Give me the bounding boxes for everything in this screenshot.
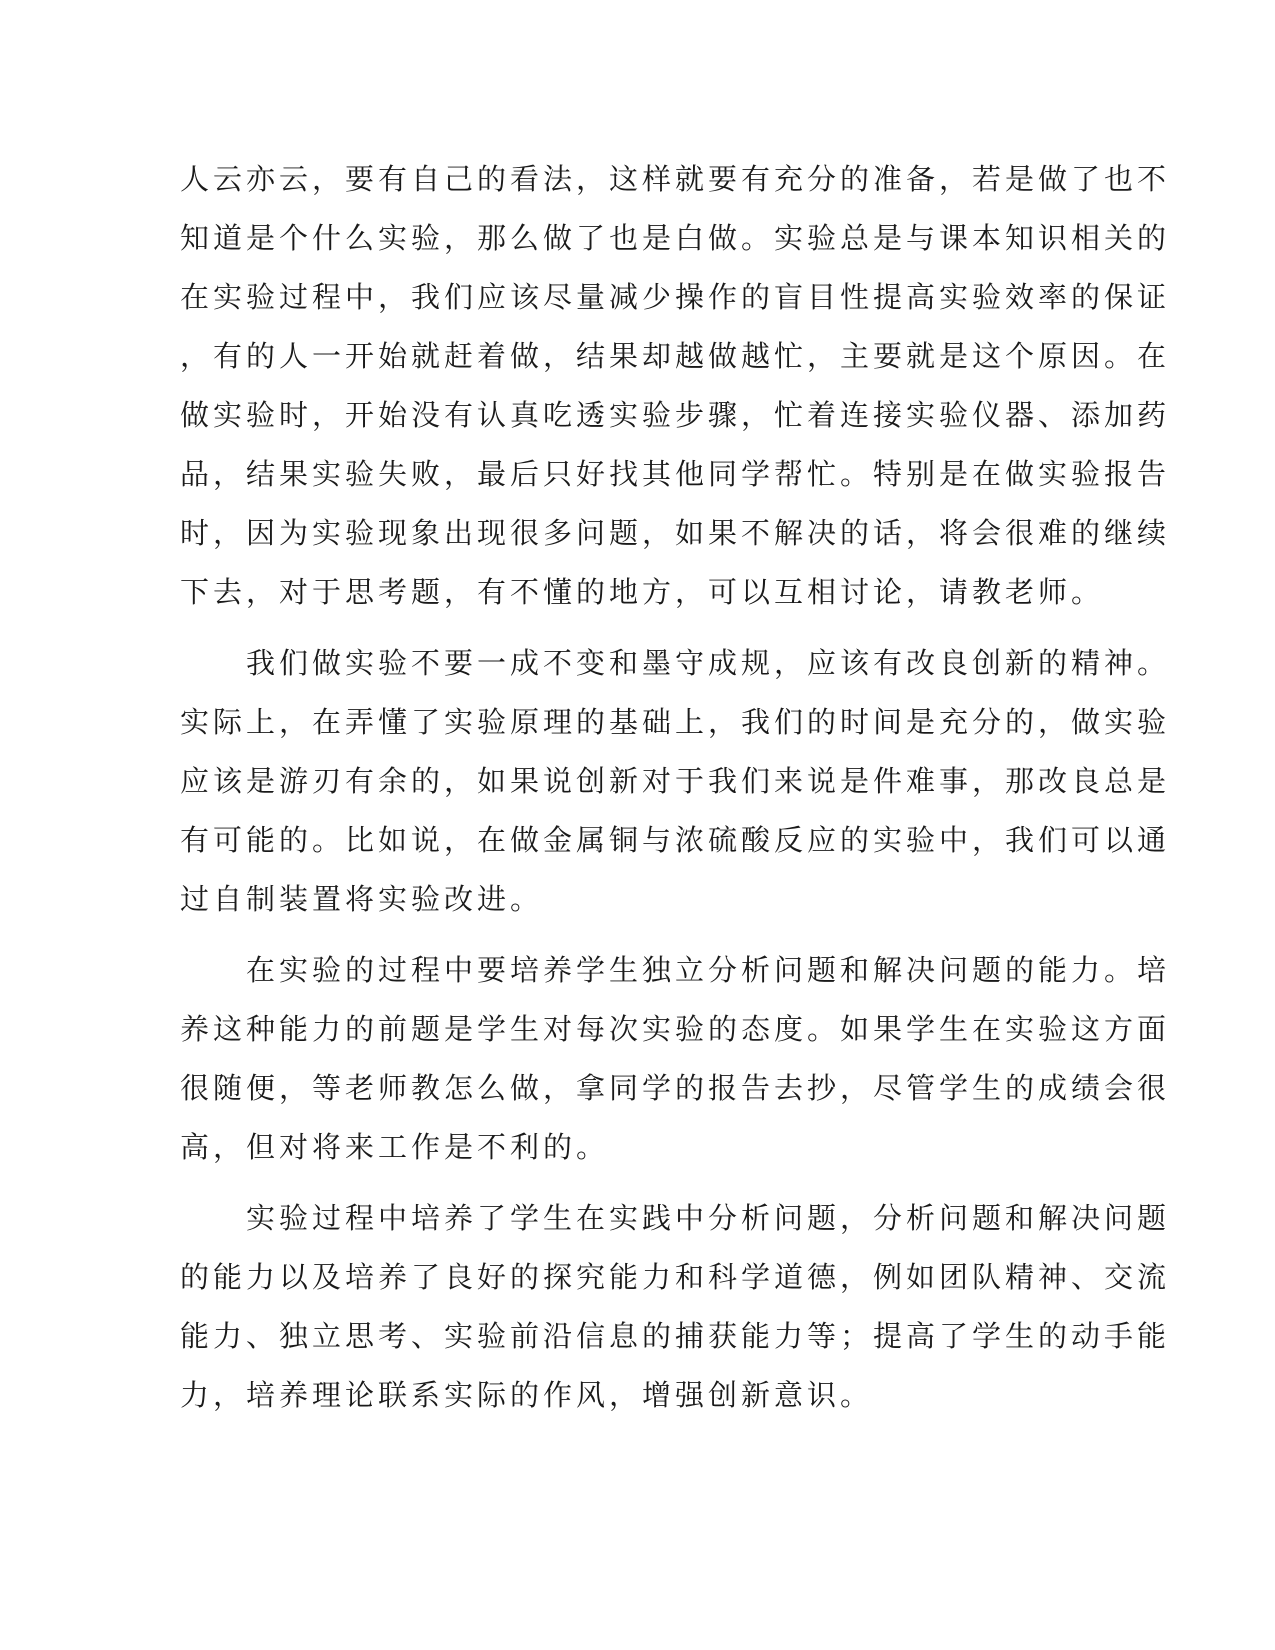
text-line: 品，结果实验失败，最后只好找其他同学帮忙。特别是在做实验报告: [180, 457, 1171, 491]
paragraph-first-line: 实验过程中培养了学生在实践中分析问题，分析问题和解决问题: [180, 1201, 1171, 1235]
text-line: 过自制装置将实验改进。: [180, 882, 544, 916]
paragraph-first-line: 在实验的过程中要培养学生独立分析问题和解决问题的能力。培: [180, 953, 1171, 987]
text-line: 高，但对将来工作是不利的。: [180, 1130, 610, 1164]
text-line: 时，因为实验现象出现很多问题，如果不解决的话，将会很难的继续: [180, 516, 1171, 550]
text-line: 力，培养理论联系实际的作风，增强创新意识。: [180, 1378, 874, 1412]
text-line: ，有的人一开始就赶着做，结果却越做越忙，主要就是这个原因。在: [180, 339, 1171, 373]
paragraph-first-line: 我们做实验不要一成不变和墨守成规，应该有改良创新的精神。: [180, 646, 1171, 680]
text-line: 很随便，等老师教怎么做，拿同学的报告去抄，尽管学生的成绩会很: [180, 1071, 1171, 1105]
text-line: 有可能的。比如说，在做金属铜与浓硫酸反应的实验中，我们可以通: [180, 823, 1171, 857]
text-line: 养这种能力的前题是学生对每次实验的态度。如果学生在实验这方面: [180, 1012, 1171, 1046]
text-line: 应该是游刃有余的，如果说创新对于我们来说是件难事，那改良总是: [180, 764, 1171, 798]
text-line: 做实验时，开始没有认真吃透实验步骤，忙着连接实验仪器、添加药: [180, 398, 1171, 432]
text-line: 实际上，在弄懂了实验原理的基础上，我们的时间是充分的，做实验: [180, 705, 1171, 739]
text-line: 能力、独立思考、实验前沿信息的捕获能力等；提高了学生的动手能: [180, 1319, 1171, 1353]
text-line: 的能力以及培养了良好的探究能力和科学道德，例如团队精神、交流: [180, 1260, 1171, 1294]
text-line: 在实验过程中，我们应该尽量减少操作的盲目性提高实验效率的保证: [180, 280, 1171, 314]
text-line: 知道是个什么实验，那么做了也是白做。实验总是与课本知识相关的: [180, 221, 1171, 255]
body-text: [180, 150, 1171, 1425]
text-line: 下去，对于思考题，有不懂的地方，可以互相讨论，请教老师。: [180, 575, 1105, 609]
text-line: 人云亦云，要有自己的看法，这样就要有充分的准备，若是做了也不: [180, 162, 1171, 196]
